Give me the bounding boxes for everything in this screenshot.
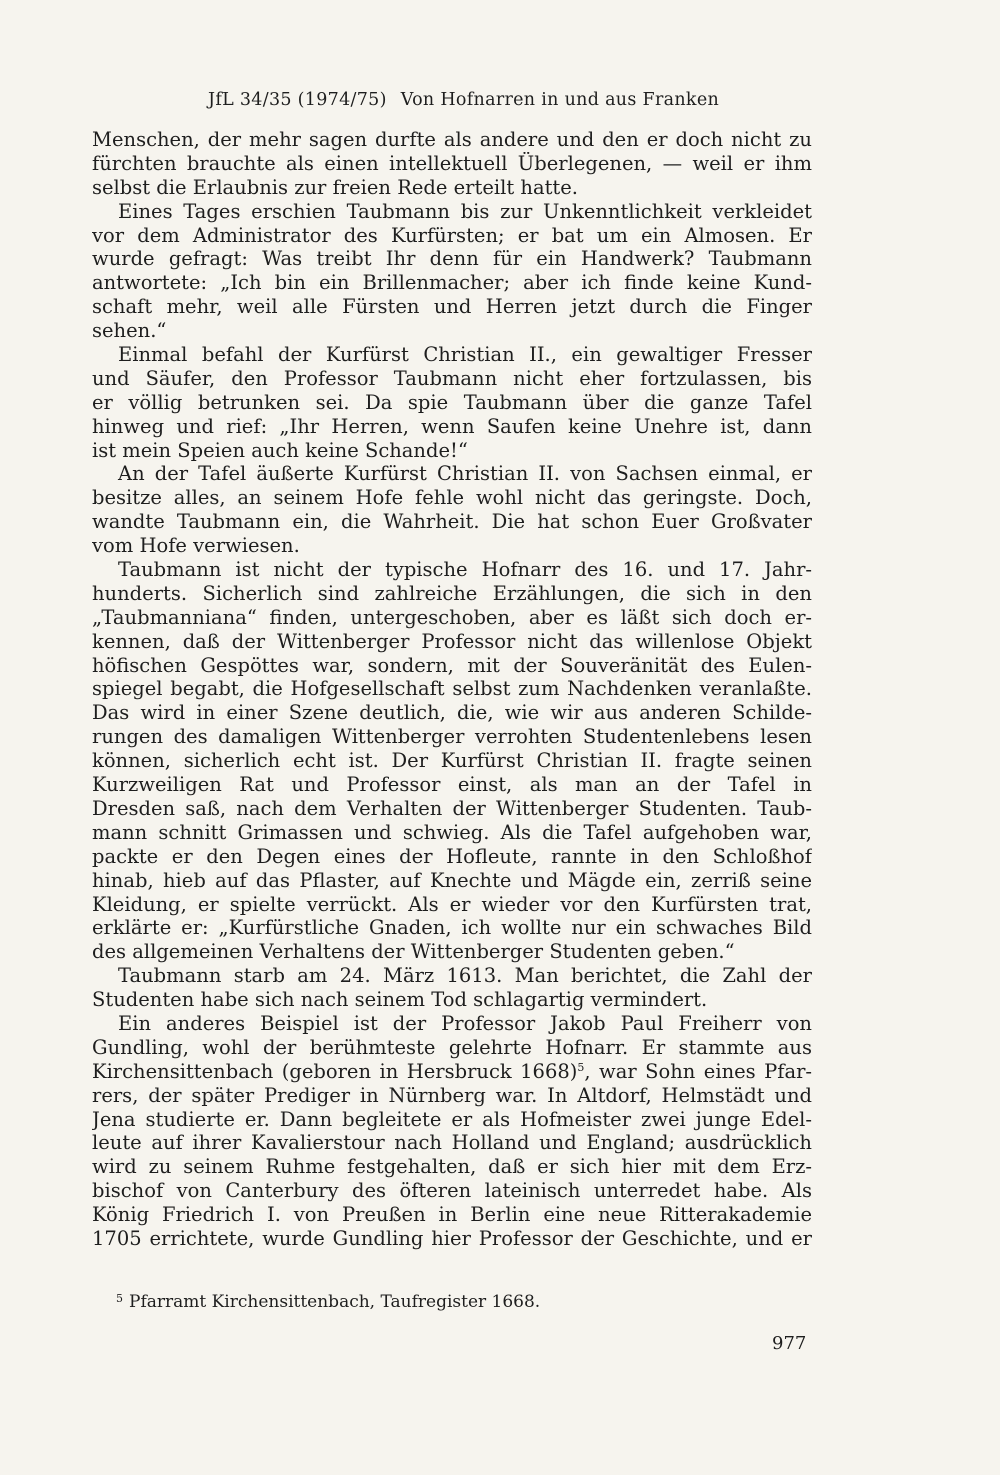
text-line: Kirchensittenbach (geboren in Hersbruck 1668)$^5$, war Sohn eines Pfar- (92, 1059, 812, 1083)
running-header (208, 90, 768, 110)
text-line: wird zu seinem Ruhme festgehalten, daß er sich hier mit dem Erz- (92, 1155, 812, 1179)
body-text (92, 128, 812, 1251)
text-line: Eines Tages erschien Taubmann bis zur Unkenntlichkeit verkleidet (118, 199, 812, 223)
text-line: kennen, daß der Wittenberger Professor nicht das willenlose Objekt (92, 629, 812, 653)
text-line: 1705 errichtete, wurde Gundling hier Professor der Geschichte, und er (92, 1226, 812, 1250)
text-line: schaft mehr, weil alle Fürsten und Herren jetzt durch die Finger (92, 295, 812, 319)
footnote-text: Pfarramt Kirchensittenbach, Taufregister 1668. (129, 1292, 541, 1312)
text-line: Ein anderes Beispiel ist der Professor Jakob Paul Freiherr von (118, 1011, 812, 1035)
text-line: hunderts. Sicherlich sind zahlreiche Erzählungen, die sich in den (92, 581, 812, 605)
text-line: König Friedrich I. von Preußen in Berlin eine neue Ritterakademie (92, 1203, 812, 1227)
text-line: Kurzweiligen Rat und Professor einst, als man an der Tafel in (92, 773, 812, 797)
text-line: Jena studierte er. Dann begleitete er als Hofmeister zwei junge Edel- (92, 1107, 812, 1131)
text-line: leute auf ihrer Kavalierstour nach Holland und England; ausdrücklich (92, 1131, 812, 1155)
text-line: ist mein Speien auch keine Schande!“ (92, 438, 468, 462)
paragraph (92, 462, 812, 558)
text-line: Gundling, wohl der berühmteste gelehrte Hofnarr. Er stammte aus (92, 1035, 812, 1059)
text-line: erklärte er: „Kurfürstliche Gnaden, ich wollte nur ein schwaches Bild (92, 916, 812, 940)
text-line: können, sicherlich echt ist. Der Kurfürst Christian II. fragte seinen (92, 749, 812, 773)
text-line: wandte Taubmann ein, die Wahrheit. Die hat schon Euer Großvater (92, 510, 812, 534)
text-line: hinab, hieb auf das Pflaster, auf Knechte und Mägde ein, zerriß seine (92, 868, 812, 892)
paragraph (92, 128, 812, 200)
text-line: Dresden saß, nach dem Verhalten der Wittenberger Studenten. Taub- (92, 796, 812, 820)
text-line: packte er den Degen eines der Hofleute, rannte in den Schloßhof (92, 844, 812, 868)
text-line: selbst die Erlaubnis zur freien Rede erteilt hatte. (92, 175, 578, 199)
text-line: bischof von Canterbury des öfteren lateinisch unterredet habe. Als (92, 1179, 812, 1203)
text-line: des allgemeinen Verhaltens der Wittenberger Studenten geben.“ (92, 940, 735, 964)
text-line: höfischen Gespöttes war, sondern, mit der Souveränität des Eulen- (92, 653, 812, 677)
text-line: besitze alles, an seinem Hofe fehle wohl nicht das geringste. Doch, (92, 486, 812, 510)
text-line: sehen.“ (92, 319, 167, 343)
text-line: vor dem Administrator des Kurfürsten; er bat um ein Almosen. Er (92, 223, 812, 247)
text-line: „Taubmanniana“ finden, untergeschoben, aber es läßt sich doch er- (92, 605, 812, 629)
text-line: vom Hofe verwiesen. (92, 534, 300, 558)
text-line: fürchten brauchte als einen intellektuell Überlegenen, — weil er ihm (92, 151, 812, 175)
paragraph (92, 964, 812, 1012)
text-line: Das wird in einer Szene deutlich, die, wie wir aus anderen Schilde- (92, 701, 812, 725)
text-line: und Säufer, den Professor Taubmann nicht eher fortzulassen, bis (92, 366, 812, 390)
text-line: hinweg und rief: „Ihr Herren, wenn Saufen keine Unehre ist, dann (92, 414, 812, 438)
text-line: antwortete: „Ich bin ein Brillenmacher; aber ich finde keine Kund- (92, 271, 812, 295)
paragraph (92, 1012, 812, 1251)
text-line: wurde gefragt: Was treibt Ihr denn für ein Handwerk? Taubmann (92, 247, 812, 271)
text-line: Kleidung, er spielte verrückt. Als er wieder vor den Kurfürsten trat, (92, 892, 812, 916)
text-line: rungen des damaligen Wittenberger verrohten Studentenlebens lesen (92, 725, 812, 749)
journal-citation: JfL 34/35 (1974/75) (208, 90, 387, 110)
paragraph (92, 200, 812, 343)
text-line: Taubmann ist nicht der typische Hofnarr des 16. und 17. Jahr- (118, 558, 812, 582)
article-title: Von Hofnarren in und aus Franken (400, 90, 720, 110)
text-line: spiegel begabt, die Hofgesellschaft selbst zum Nachdenken veranlaßte. (92, 677, 812, 701)
paragraph (92, 343, 812, 462)
text-line: An der Tafel äußerte Kurfürst Christian II. von Sachsen einmal, er (118, 462, 812, 486)
text-line: mann schnitt Grimassen und schwieg. Als die Tafel aufgehoben war, (92, 820, 812, 844)
text-line: Studenten habe sich nach seinem Tod schlagartig vermindert. (92, 988, 708, 1012)
text-line: Einmal befahl der Kurfürst Christian II., ein gewaltiger Fresser (118, 343, 812, 367)
text-line: rers, der später Prediger in Nürnberg war. In Altdorf, Helmstädt und (92, 1083, 812, 1107)
footnote (116, 1292, 816, 1312)
text-line: er völlig betrunken sei. Da spie Taubmann über die ganze Tafel (92, 390, 812, 414)
text-line: Menschen, der mehr sagen durfte als andere und den er doch nicht zu (92, 128, 812, 151)
page-number: 977 (772, 1333, 807, 1354)
footnote-reference: 5 (577, 1060, 585, 1074)
footnote-mark: 5 (116, 1292, 123, 1305)
paragraph (92, 558, 812, 964)
text-line: Taubmann starb am 24. März 1613. Man berichtet, die Zahl der (118, 964, 812, 988)
